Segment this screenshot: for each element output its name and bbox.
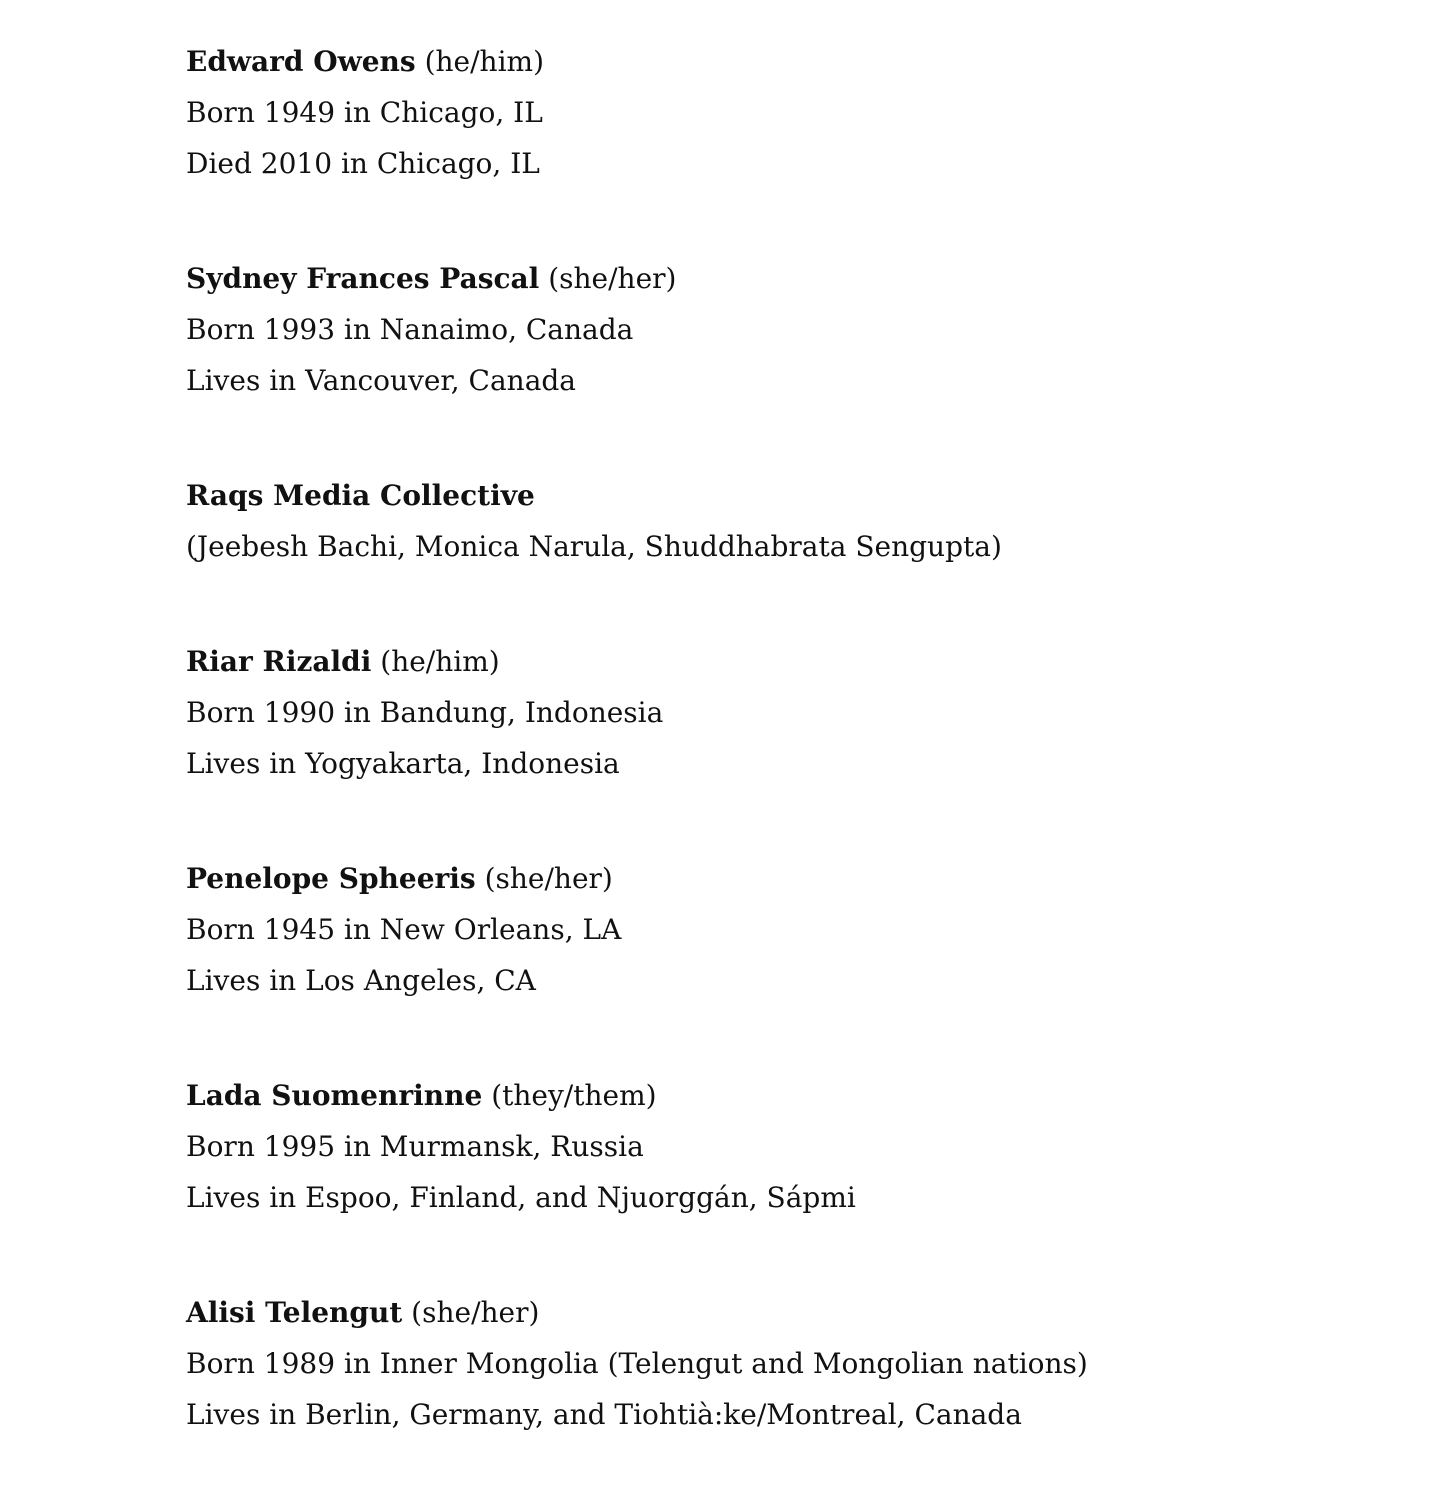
artist-detail: Lives in Berlin, Germany, and Tiohtià:ke/Montreal, Canada <box>186 1398 1022 1431</box>
artist-detail: Lives in Espoo, Finland, and Njuorggán, Sápmi <box>186 1181 856 1214</box>
artist-heading <box>186 470 1286 521</box>
artist-entry <box>186 636 1286 789</box>
artist-name: Edward Owens <box>186 45 416 78</box>
artist-heading <box>186 853 1286 904</box>
artist-entry <box>186 470 1286 572</box>
artist-entry <box>186 36 1286 189</box>
artist-pronouns: (he/him) <box>380 645 500 678</box>
artist-pronouns: (she/her) <box>411 1296 540 1329</box>
artist-pronouns: (they/them) <box>491 1079 657 1112</box>
artist-name: Raqs Media Collective <box>186 479 535 512</box>
artist-detail: Born 1945 in New Orleans, LA <box>186 913 622 946</box>
artist-list <box>186 36 1286 1504</box>
artist-heading <box>186 1070 1286 1121</box>
artist-entry <box>186 1070 1286 1223</box>
artist-detail: Born 1990 in Bandung, Indonesia <box>186 696 664 729</box>
artist-heading <box>186 253 1286 304</box>
artist-pronouns: (she/her) <box>548 262 677 295</box>
artist-pronouns: (he/him) <box>424 45 545 78</box>
artist-detail: Born 1949 in Chicago, IL <box>186 96 543 129</box>
artist-name: Lada Suomenrinne <box>186 1079 483 1112</box>
artist-pronouns: (she/her) <box>484 862 613 895</box>
artist-name: Penelope Spheeris <box>186 862 476 895</box>
artist-detail: Born 1989 in Inner Mongolia (Telengut and Mongolian nations) <box>186 1347 1088 1380</box>
artist-detail: Born 1995 in Murmansk, Russia <box>186 1130 644 1163</box>
artist-entry <box>186 253 1286 406</box>
artist-name: Sydney Frances Pascal <box>186 262 540 295</box>
artist-heading <box>186 1287 1286 1338</box>
artist-detail: Lives in Vancouver, Canada <box>186 364 577 397</box>
artist-name: Riar Rizaldi <box>186 645 372 678</box>
artist-detail: Born 1993 in Nanaimo, Canada <box>186 313 634 346</box>
artist-detail: Lives in Yogyakarta, Indonesia <box>186 747 620 780</box>
artist-heading <box>186 36 1286 87</box>
artist-detail: Died 2010 in Chicago, IL <box>186 147 540 180</box>
artist-detail: Lives in Los Angeles, CA <box>186 964 536 997</box>
artist-entry <box>186 1287 1286 1440</box>
artist-name: Alisi Telengut <box>186 1296 403 1329</box>
artist-entry <box>186 853 1286 1006</box>
artist-detail: (Jeebesh Bachi, Monica Narula, Shuddhabrata Sengupta) <box>186 530 1002 563</box>
artist-heading <box>186 636 1286 687</box>
